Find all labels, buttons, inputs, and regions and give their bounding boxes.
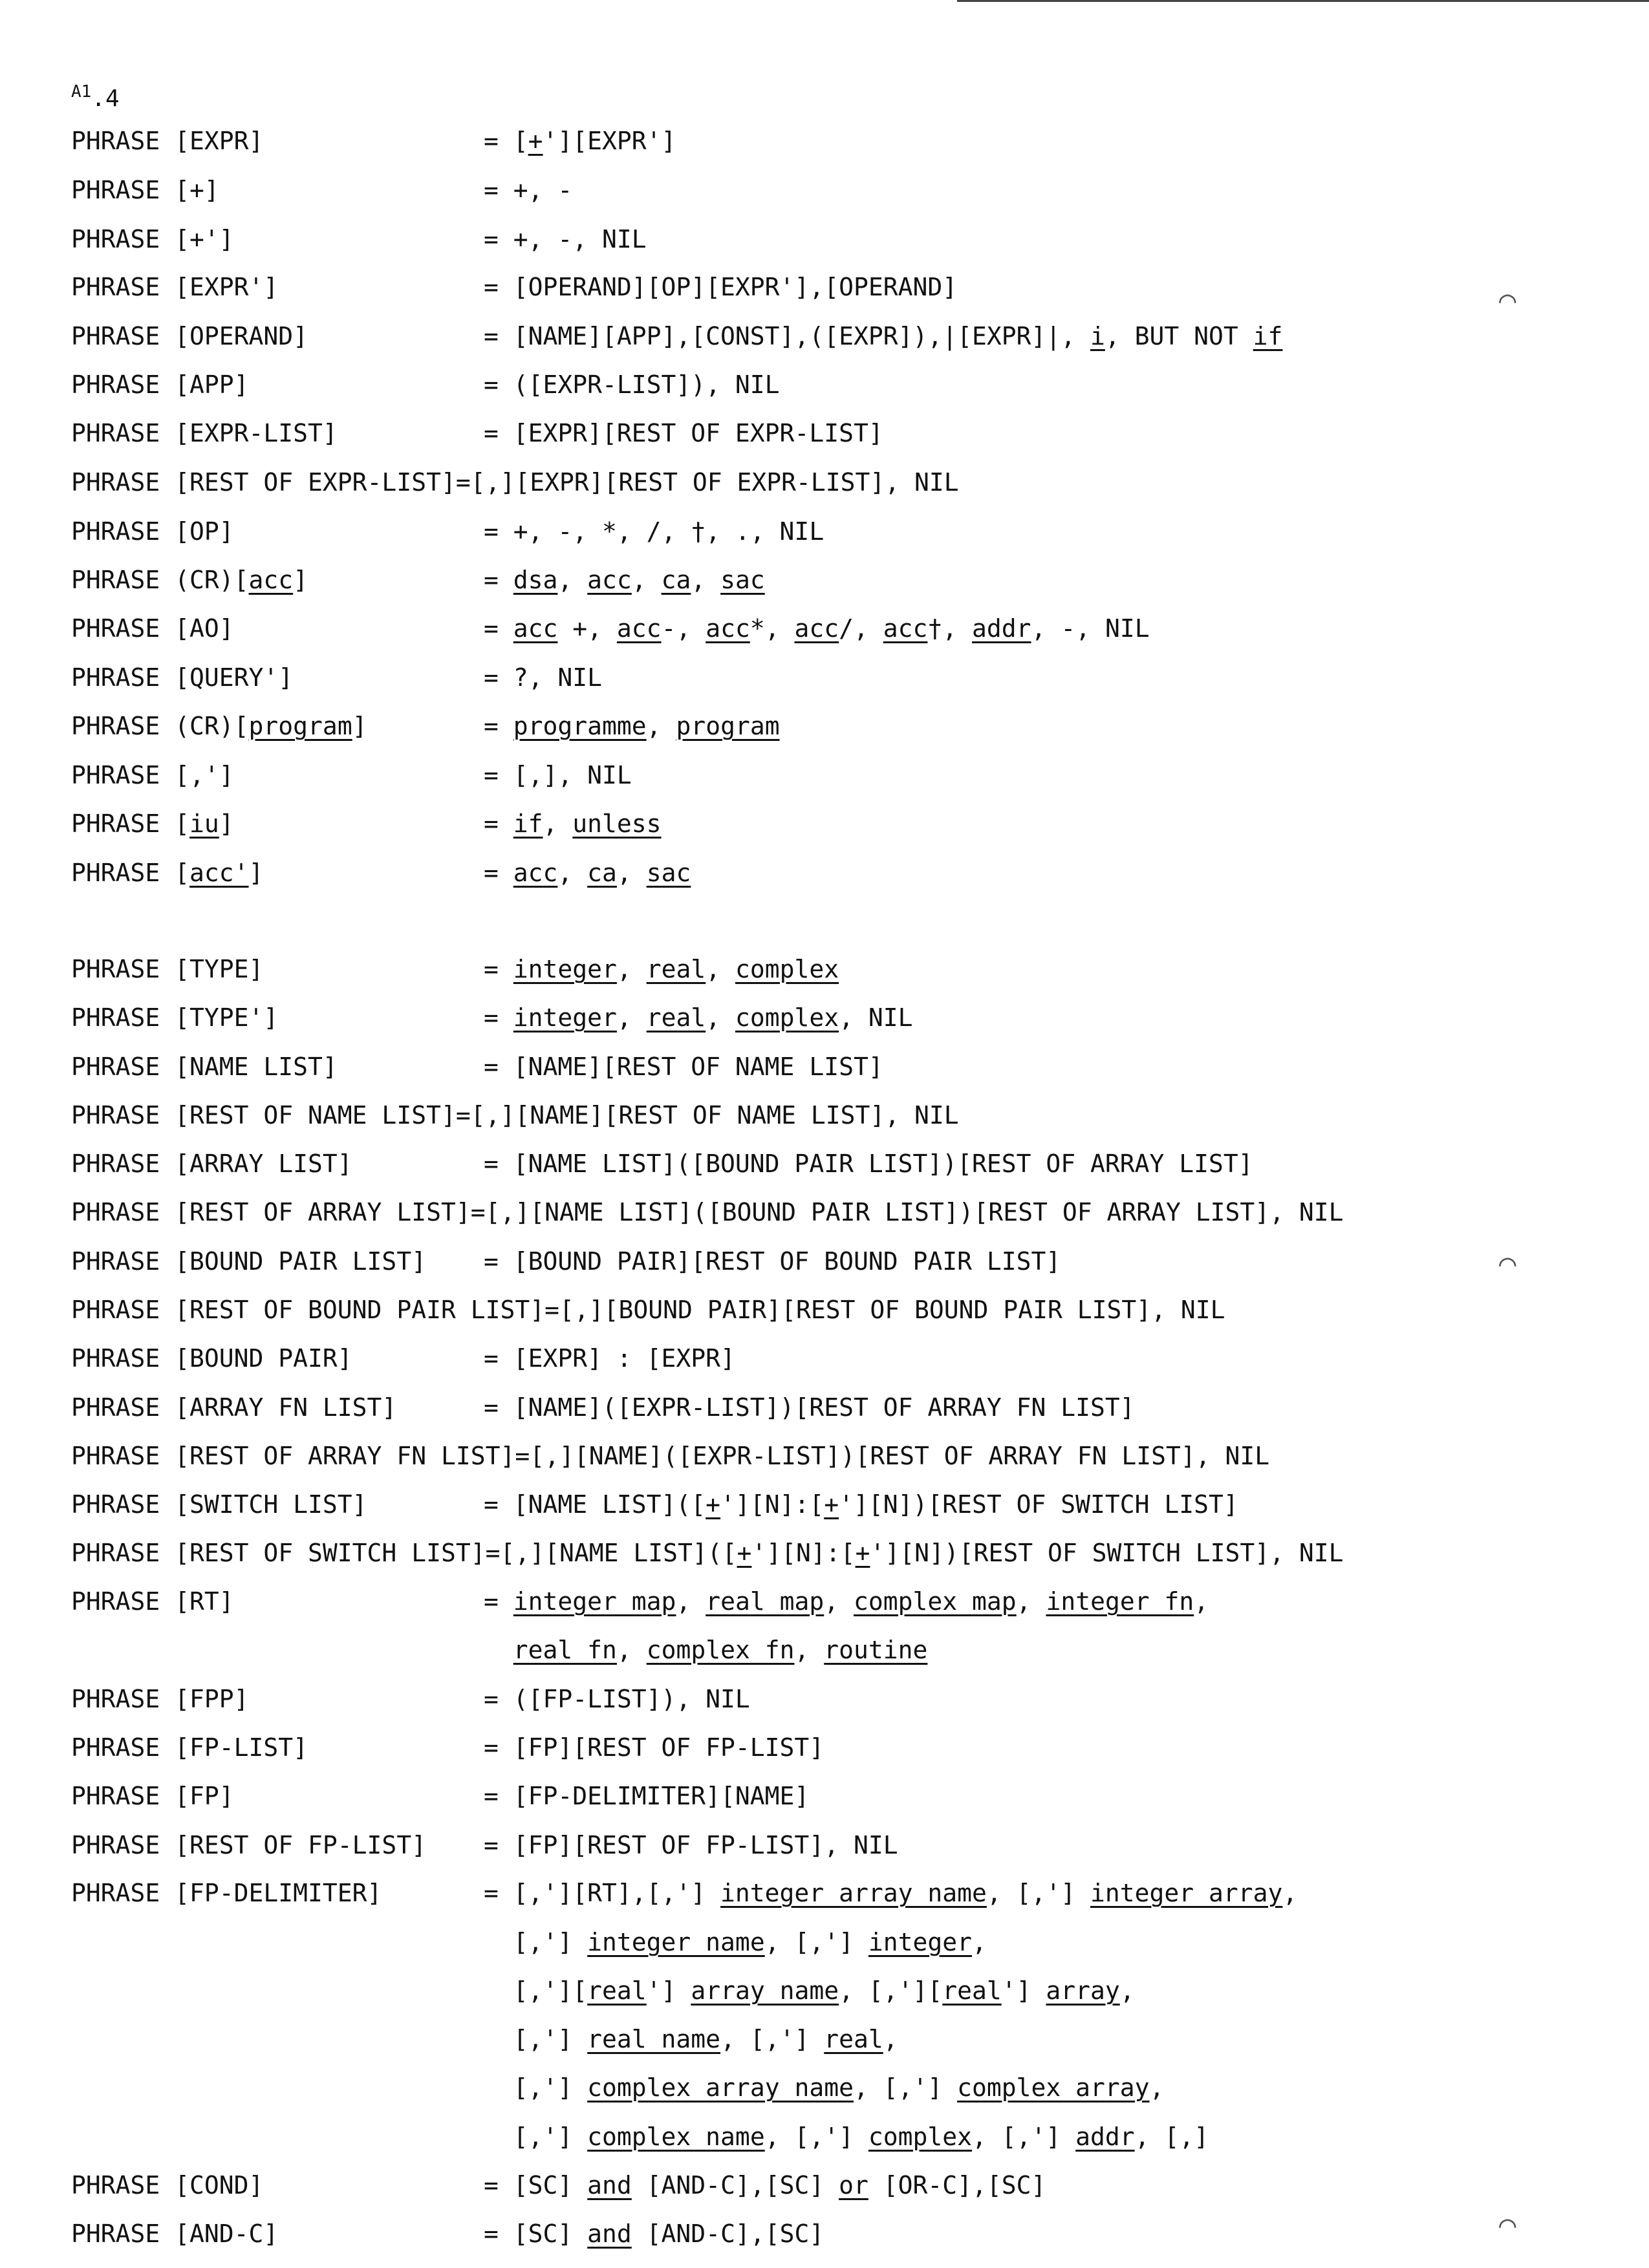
rule-phrase: PHRASE [NAME LIST] (71, 1053, 338, 1081)
rule-phrase: PHRASE [+'] (71, 225, 234, 253)
rule-phrase: PHRASE [SWITCH LIST] (71, 1490, 367, 1519)
rule-definition: = [EXPR] : [EXPR] (484, 1344, 735, 1373)
scan-mark: ⌒ (1499, 1246, 1516, 1279)
rule-definition: = [,'][RT],[,'] integer array name, [,'] integer array, (484, 1879, 1298, 1907)
rule-definition: = ([FP-LIST]), NIL (484, 1685, 750, 1713)
rule-definition: = [NAME LIST]([BOUND PAIR LIST])[REST OF ARRAY LIST] (484, 1150, 1253, 1178)
rule-phrase: PHRASE [BOUND PAIR LIST] (71, 1247, 427, 1276)
rule-definition: = [,], NIL (484, 761, 632, 789)
top-border-line (957, 0, 1649, 2)
rule-phrase: PHRASE [ARRAY FN LIST] (71, 1393, 397, 1422)
rule-definition: = ?, NIL (484, 663, 603, 692)
rule-definition: = acc +, acc-, acc*, acc/, acc†, addr, -, NIL (484, 614, 1150, 643)
rule-definition: = +, -, *, /, †, ., NIL (484, 517, 824, 546)
rule-definition: = [+'][EXPR'] (484, 127, 676, 155)
rule-phrase: PHRASE [REST OF ARRAY FN LIST]=[,][NAME]([EXPR-LIST])[REST OF ARRAY FN LIST], NIL (71, 1442, 1270, 1470)
rule-phrase: PHRASE [iu] (71, 809, 234, 838)
page-number (71, 79, 120, 112)
rule-definition: real fn, complex fn, routine (513, 1636, 928, 1664)
rule-definition: = [NAME LIST]([+'][N]:[+'][N])[REST OF SWITCH LIST] (484, 1490, 1238, 1519)
rule-phrase: PHRASE [,'] (71, 761, 234, 789)
rule-definition: = [NAME]([EXPR-LIST])[REST OF ARRAY FN LIST] (484, 1393, 1135, 1422)
rule-phrase: PHRASE [APP] (71, 370, 249, 399)
rule-definition: = if, unless (484, 809, 662, 838)
rule-definition: = [SC] and [AND-C],[SC] (484, 2220, 824, 2248)
rule-definition: [,'] integer name, [,'] integer, (484, 1928, 987, 1956)
rule-phrase: PHRASE [TYPE] (71, 955, 264, 983)
rule-definition: [,'] real name, [,'] real, (484, 2025, 898, 2053)
rule-definition: = acc, ca, sac (484, 859, 691, 887)
rule-definition: = [FP-DELIMITER][NAME] (484, 1782, 810, 1810)
rule-phrase: PHRASE [REST OF SWITCH LIST]=[,][NAME LIST]([+'][N]:[+'][N])[REST OF SWITCH LIST], NIL (71, 1539, 1344, 1567)
rule-phrase: PHRASE [OPERAND] (71, 322, 308, 350)
rule-definition: = [FP][REST OF FP-LIST], NIL (484, 1831, 898, 1859)
rule-phrase: PHRASE [FPP] (71, 1685, 249, 1713)
rule-phrase: PHRASE [AND-C] (71, 2220, 279, 2248)
rule-phrase: PHRASE (CR)[acc] (71, 566, 308, 594)
rule-phrase: PHRASE [REST OF NAME LIST]=[,][NAME][REST OF NAME LIST], NIL (71, 1101, 959, 1129)
rule-phrase: PHRASE [+] (71, 176, 219, 204)
rule-phrase: PHRASE [FP-DELIMITER] (71, 1879, 382, 1907)
rule-definition: = integer, real, complex, NIL (484, 1003, 913, 1032)
rule-definition: = [OPERAND][OP][EXPR'],[OPERAND] (484, 273, 958, 301)
rule-phrase: PHRASE [REST OF BOUND PAIR LIST]=[,][BOUND PAIR][REST OF BOUND PAIR LIST], NIL (71, 1296, 1225, 1324)
rule-definition: [,'] complex name, [,'] complex, [,'] addr, [,] (484, 2123, 1209, 2151)
rule-phrase: PHRASE [REST OF FP-LIST] (71, 1831, 427, 1859)
rule-phrase: PHRASE [QUERY'] (71, 663, 294, 692)
rule-phrase: PHRASE (CR)[program] (71, 712, 367, 740)
scan-mark: ⌒ (1499, 2208, 1516, 2241)
rule-definition: = programme, program (484, 712, 780, 740)
rule-phrase: PHRASE [REST OF ARRAY LIST]=[,][NAME LIST]([BOUND PAIR LIST])[REST OF ARRAY LIST], NIL (71, 1198, 1344, 1226)
rule-definition: = [FP][REST OF FP-LIST] (484, 1733, 824, 1762)
rule-definition: [,'][real'] array name, [,'][real'] array, (484, 1976, 1135, 2005)
rule-phrase: PHRASE [TYPE'] (71, 1003, 279, 1032)
rule-phrase: PHRASE [BOUND PAIR] (71, 1344, 352, 1373)
rule-phrase: PHRASE [EXPR] (71, 127, 264, 155)
rule-definition: = ([EXPR-LIST]), NIL (484, 370, 780, 399)
rule-phrase: PHRASE [COND] (71, 2171, 264, 2199)
rule-phrase: PHRASE [REST OF EXPR-LIST]=[,][EXPR][REST OF EXPR-LIST], NIL (71, 468, 959, 497)
rule-phrase: PHRASE [EXPR'] (71, 273, 279, 301)
page-number-suffix: .4 (91, 85, 120, 112)
rule-definition: [,'] complex array name, [,'] complex array, (484, 2073, 1165, 2102)
page-number-prefix: A1 (71, 82, 92, 102)
scan-mark: ⌒ (1499, 283, 1516, 316)
rule-definition: = +, - (484, 176, 573, 204)
rule-definition: = [SC] and [AND-C],[SC] or [OR-C],[SC] (484, 2171, 1046, 2199)
rule-definition: = [EXPR][REST OF EXPR-LIST] (484, 419, 883, 447)
rule-definition: = dsa, acc, ca, sac (484, 566, 765, 594)
rule-definition: = integer map, real map, complex map, integer fn, (484, 1587, 1209, 1616)
rule-phrase: PHRASE [RT] (71, 1587, 234, 1616)
rule-phrase: PHRASE [AO] (71, 614, 234, 643)
rule-definition: = [BOUND PAIR][REST OF BOUND PAIR LIST] (484, 1247, 1061, 1276)
rule-phrase: PHRASE [EXPR-LIST] (71, 419, 338, 447)
rule-phrase: PHRASE [acc'] (71, 859, 264, 887)
rule-definition: = +, -, NIL (484, 225, 647, 253)
rule-phrase: PHRASE [OP] (71, 517, 234, 546)
rule-phrase: PHRASE [FP-LIST] (71, 1733, 308, 1762)
rule-phrase: PHRASE [FP] (71, 1782, 234, 1810)
rule-definition: = [NAME][REST OF NAME LIST] (484, 1053, 883, 1081)
rule-definition: = integer, real, complex (484, 955, 839, 983)
rule-definition: = [NAME][APP],[CONST],([EXPR]),|[EXPR]|, i, BUT NOT if (484, 322, 1283, 350)
rule-phrase: PHRASE [ARRAY LIST] (71, 1150, 352, 1178)
